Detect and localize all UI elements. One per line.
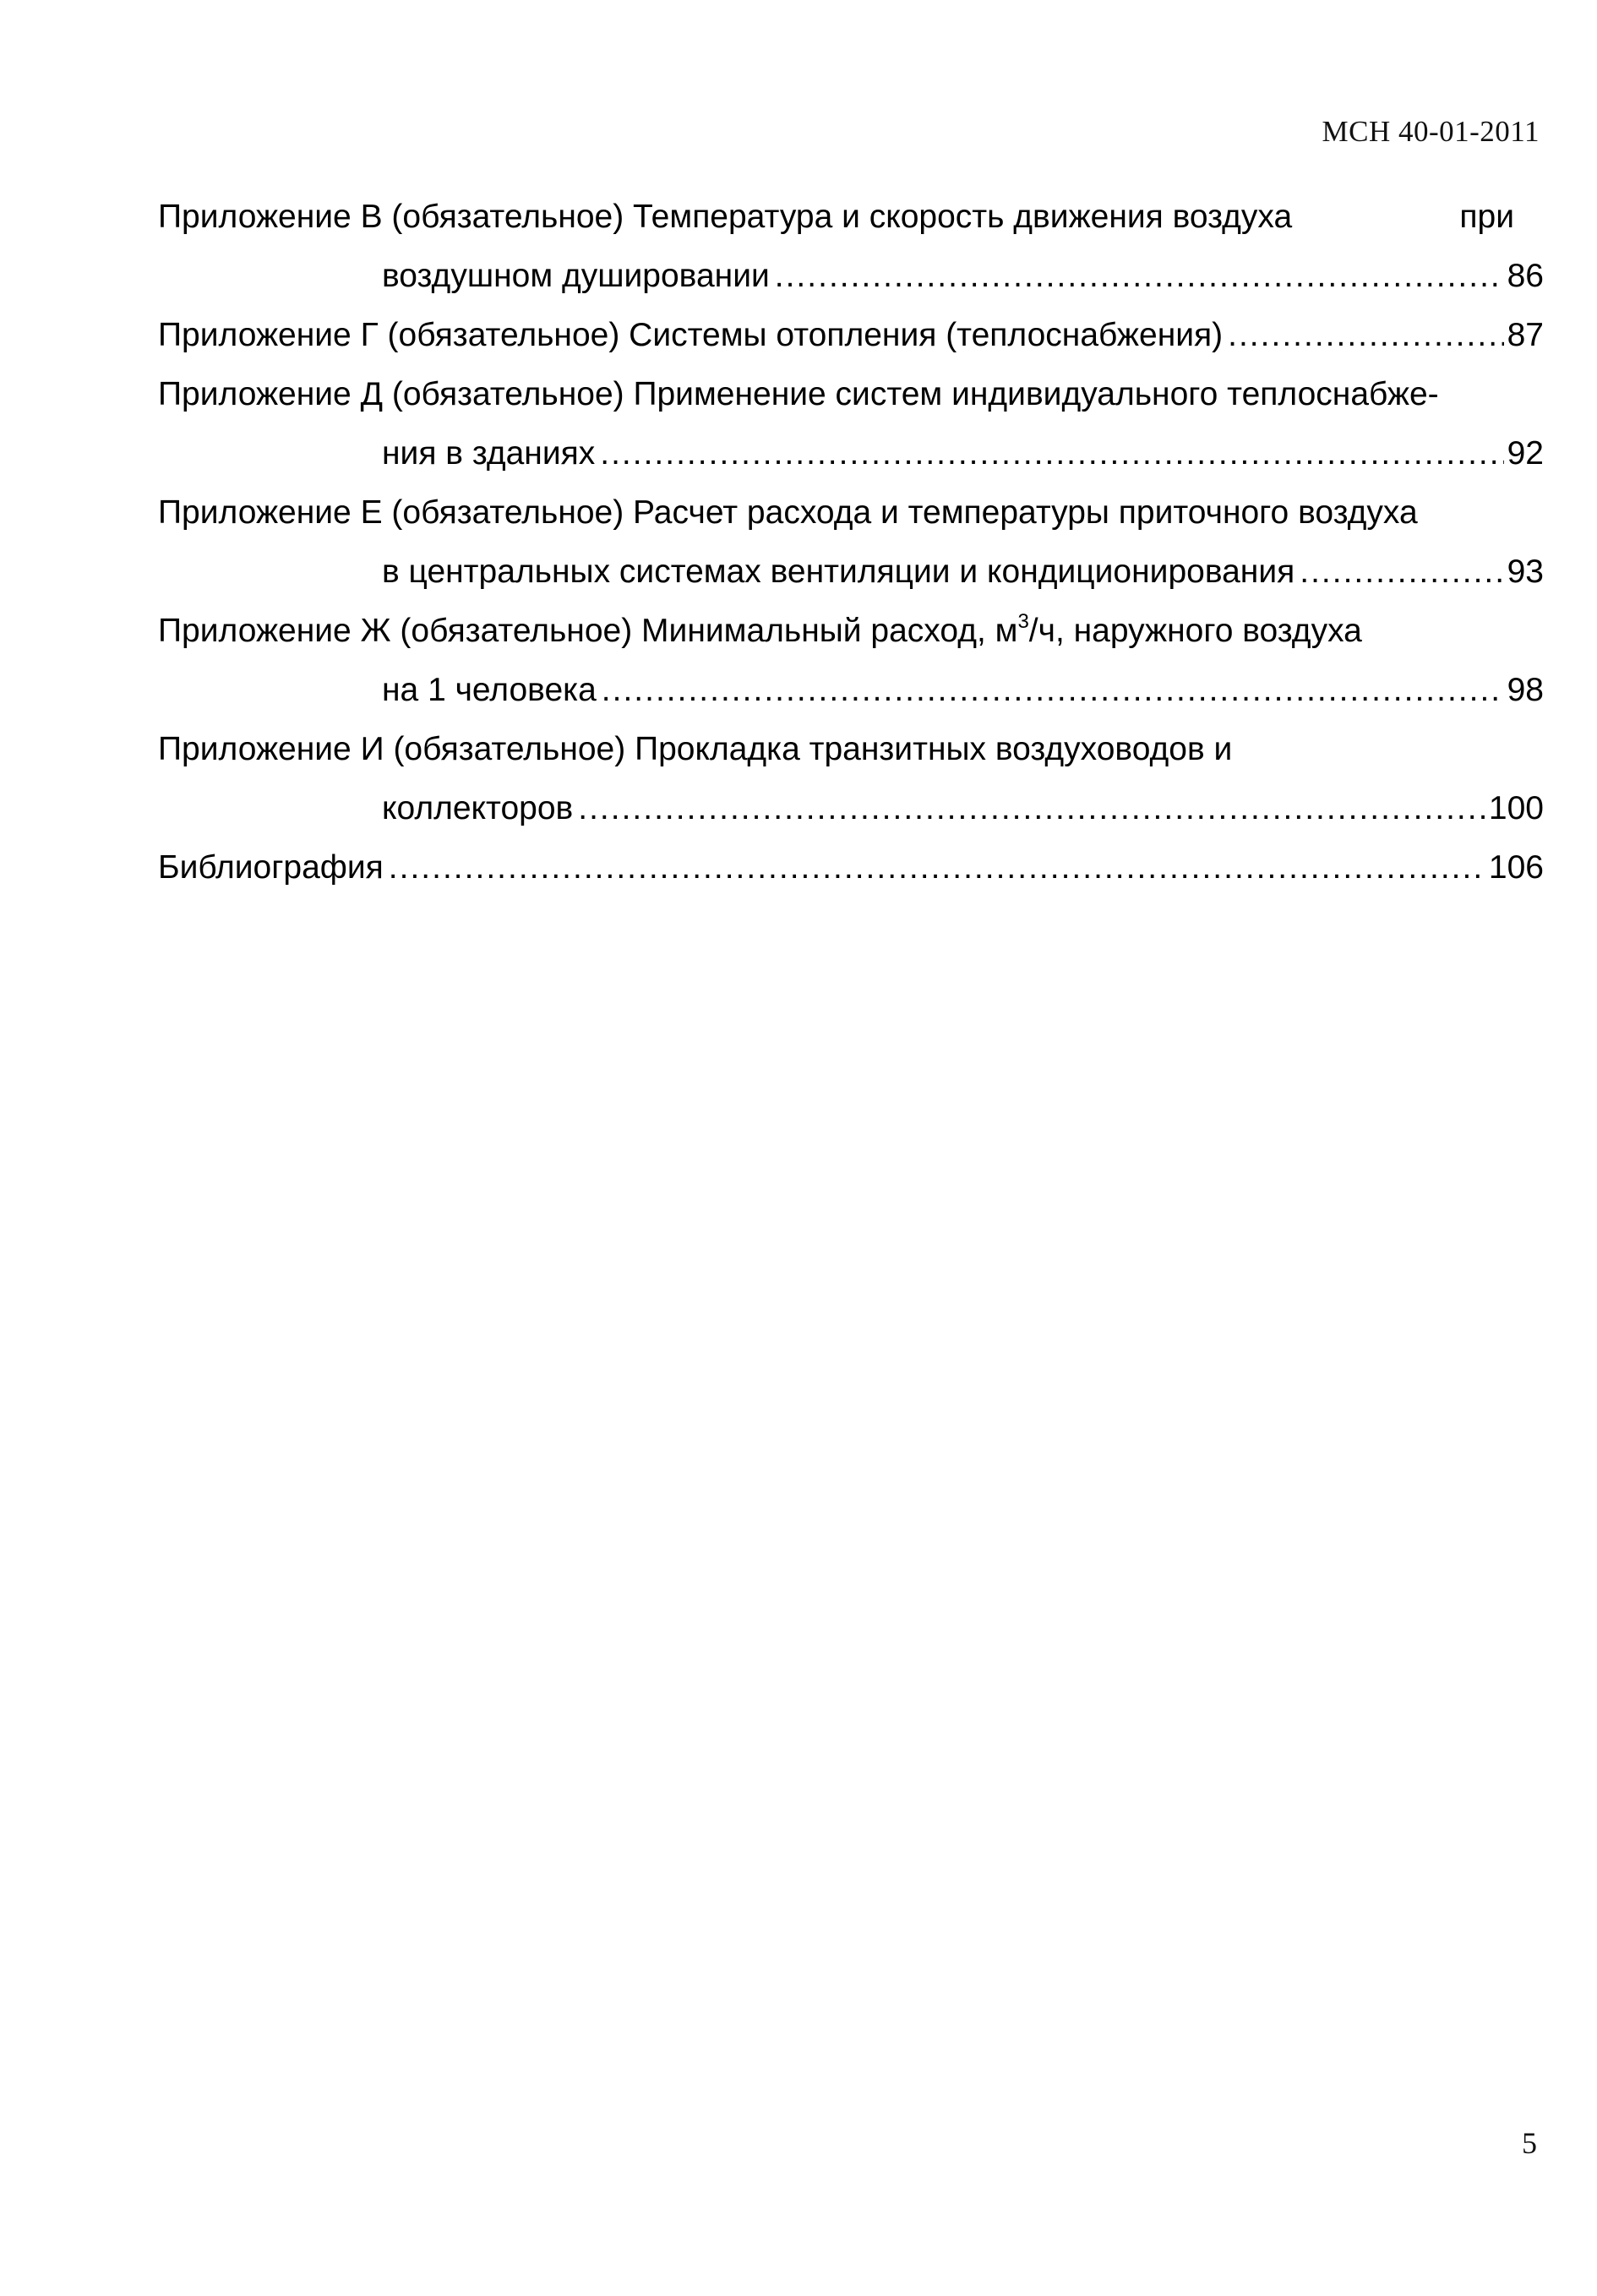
toc-entry-appendix-v-line1 bbox=[158, 188, 1544, 247]
toc-page-number: 93 bbox=[1507, 554, 1544, 590]
toc-entry-title: коллекторов bbox=[382, 790, 574, 826]
toc-entry-title: Приложение Д (обязательное) Применение систем индивидуального теплоснабже- bbox=[158, 376, 1439, 412]
dot-leader bbox=[775, 247, 1504, 306]
dot-leader bbox=[1228, 306, 1503, 365]
toc-page-number: 98 bbox=[1507, 672, 1544, 708]
toc-entry-title-part: /ч, наружного воздуха bbox=[1028, 613, 1362, 649]
toc-entry-title: Приложение Г (обязательное) Системы отопления (теплоснабжения) bbox=[158, 317, 1224, 353]
toc-entry-bibliography[interactable] bbox=[158, 838, 1544, 897]
toc-entry-appendix-e-line2[interactable] bbox=[158, 543, 1544, 602]
toc-entry-appendix-d-line1 bbox=[158, 365, 1544, 424]
toc-page-number: 106 bbox=[1488, 849, 1544, 886]
toc-entry-title: ния в зданиях bbox=[382, 435, 596, 472]
toc-entry-appendix-g[interactable] bbox=[158, 306, 1544, 365]
toc-entry-title bbox=[158, 602, 1362, 661]
toc-entry-title: на 1 человека bbox=[382, 672, 597, 708]
toc-entry-appendix-zh-line1 bbox=[158, 602, 1544, 661]
table-of-contents bbox=[158, 188, 1544, 897]
toc-entry-title-part: Приложение Ж (обязательное) Минимальный расход, м bbox=[158, 613, 1018, 649]
toc-entry-title-tail: при bbox=[1459, 199, 1514, 235]
toc-page-number: 87 bbox=[1507, 317, 1544, 353]
superscript: 3 bbox=[1017, 610, 1029, 633]
toc-page-number: 86 bbox=[1507, 258, 1544, 294]
dot-leader bbox=[1300, 543, 1503, 602]
dot-leader bbox=[578, 779, 1485, 838]
toc-entry-title: Приложение В (обязательное) Температура и скорость движения воздуха bbox=[158, 199, 1293, 235]
page-number: 5 bbox=[1522, 2126, 1537, 2160]
toc-entry-appendix-v-line2[interactable] bbox=[158, 247, 1544, 306]
toc-entry-title: воздушном душировании bbox=[382, 258, 770, 294]
toc-entry-title: Приложение И (обязательное) Прокладка транзитных воздуховодов и bbox=[158, 731, 1233, 767]
toc-entry-appendix-i-line1 bbox=[158, 720, 1544, 779]
toc-page-number: 100 bbox=[1488, 790, 1544, 826]
dot-leader bbox=[600, 424, 1503, 483]
toc-entry-appendix-i-line2[interactable] bbox=[158, 779, 1544, 838]
document-code: МСН 40-01-2011 bbox=[1322, 115, 1540, 148]
toc-entry-title: Библиография bbox=[158, 849, 384, 886]
toc-entry-appendix-zh-line2[interactable] bbox=[158, 661, 1544, 720]
toc-entry-appendix-e-line1 bbox=[158, 483, 1544, 543]
toc-entry-title: Приложение Е (обязательное) Расчет расхода и температуры приточного воздуха bbox=[158, 494, 1418, 531]
dot-leader bbox=[602, 661, 1504, 720]
dot-leader bbox=[389, 838, 1485, 897]
toc-entry-title: в центральных системах вентиляции и кондиционирования bbox=[382, 554, 1295, 590]
toc-entry-appendix-d-line2[interactable] bbox=[158, 424, 1544, 483]
toc-page-number: 92 bbox=[1507, 435, 1544, 472]
